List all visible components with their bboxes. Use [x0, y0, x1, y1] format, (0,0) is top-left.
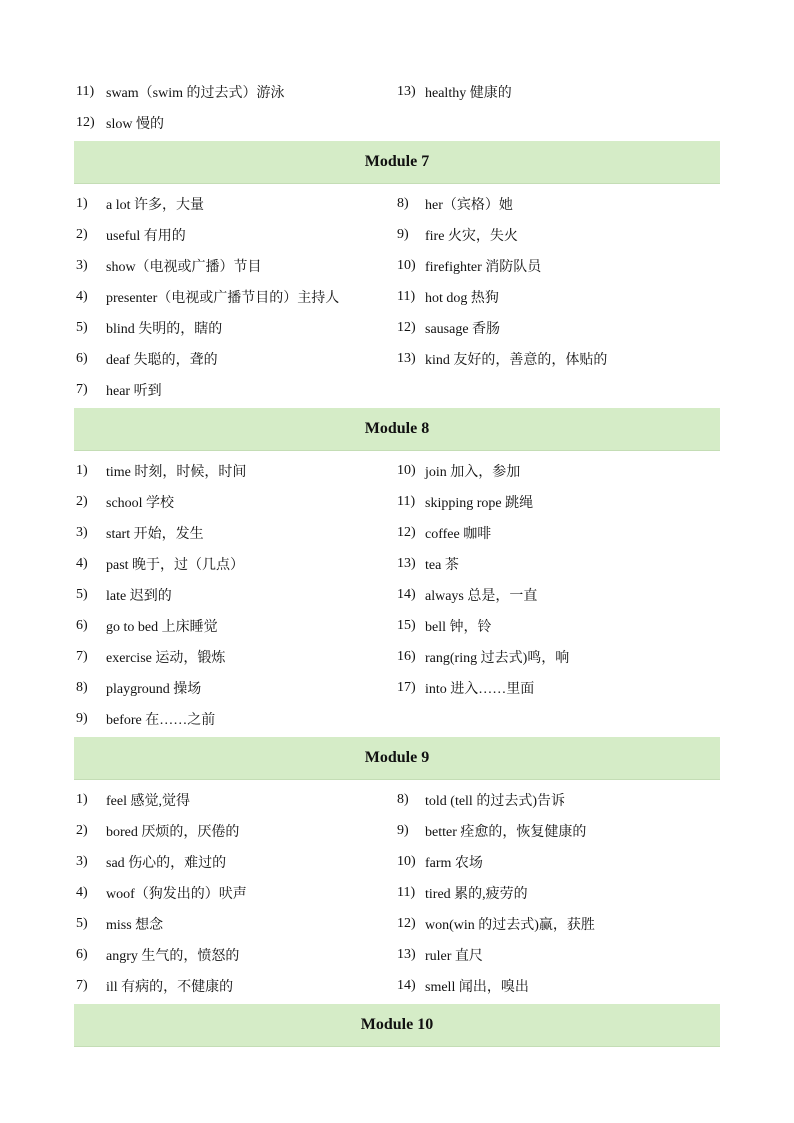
vocab-row	[74, 219, 720, 250]
vocab-item	[395, 349, 720, 369]
vocab-item	[74, 225, 395, 245]
item-text: firefighter 消防队员	[425, 259, 542, 275]
item-number: 3)	[76, 257, 88, 273]
item-number: 5)	[76, 319, 88, 335]
vocab-item	[74, 678, 395, 698]
item-text: hot dog 热狗	[425, 290, 499, 306]
item-number: 3)	[76, 853, 88, 869]
vocab-row	[74, 610, 720, 641]
vocab-row	[74, 455, 720, 486]
vocab-row	[74, 76, 720, 107]
item-number: 11)	[76, 83, 95, 99]
item-text: late 迟到的	[106, 588, 172, 604]
item-number: 13)	[397, 946, 416, 962]
item-number: 11)	[397, 884, 416, 900]
vocab-item	[74, 914, 395, 934]
item-number: 8)	[76, 679, 88, 695]
vocab-row	[74, 374, 720, 405]
module-heading: Module 10	[74, 1004, 720, 1047]
item-number: 7)	[76, 977, 88, 993]
vocab-item	[74, 523, 395, 543]
item-number: 11)	[397, 493, 416, 509]
vocab-item	[74, 883, 395, 903]
vocab-item	[395, 82, 720, 102]
item-text: exercise 运动，锻炼	[106, 650, 226, 666]
vocab-item	[395, 647, 720, 667]
item-number: 13)	[397, 83, 416, 99]
item-text: told (tell 的过去式)告诉	[425, 793, 565, 809]
item-number: 4)	[76, 884, 88, 900]
vocab-item	[74, 647, 395, 667]
vocab-row	[74, 939, 720, 970]
item-number: 14)	[397, 977, 416, 993]
module-heading: Module 9	[74, 737, 720, 780]
item-number: 2)	[76, 822, 88, 838]
vocab-item	[395, 883, 720, 903]
item-number: 12)	[397, 524, 416, 540]
vocab-item	[395, 945, 720, 965]
vocab-item	[74, 349, 395, 369]
item-number: 16)	[397, 648, 416, 664]
vocab-row	[74, 908, 720, 939]
item-number: 6)	[76, 350, 88, 366]
item-number: 1)	[76, 791, 88, 807]
vocab-item	[395, 790, 720, 810]
item-text: go to bed 上床睡觉	[106, 619, 218, 635]
vocab-row	[74, 343, 720, 374]
item-number: 15)	[397, 617, 416, 633]
item-text: feel 感觉,觉得	[106, 793, 190, 809]
item-text: skipping rope 跳绳	[425, 495, 534, 511]
item-text: fire 火灾，失火	[425, 228, 518, 244]
item-number: 9)	[76, 710, 88, 726]
item-number: 8)	[397, 791, 409, 807]
item-text: a lot 许多，大量	[106, 197, 204, 213]
vocab-row	[74, 641, 720, 672]
item-text: time 时刻，时候，时间	[106, 464, 247, 480]
vocab-item	[395, 852, 720, 872]
item-number: 4)	[76, 288, 88, 304]
item-text: won(win 的过去式)赢，获胜	[425, 917, 595, 933]
vocab-item	[395, 318, 720, 338]
vocab-item	[395, 585, 720, 605]
vocab-item	[395, 492, 720, 512]
item-number: 7)	[76, 648, 88, 664]
vocab-row	[74, 281, 720, 312]
vocab-row	[74, 703, 720, 734]
module-heading: Module 8	[74, 408, 720, 451]
item-number: 17)	[397, 679, 416, 695]
item-number: 10)	[397, 462, 416, 478]
item-text: sad 伤心的，难过的	[106, 855, 227, 871]
item-text: rang(ring 过去式)鸣，响	[425, 650, 570, 666]
item-text: useful 有用的	[106, 228, 186, 244]
item-text: blind 失明的，瞎的	[106, 321, 223, 337]
item-text: playground 操场	[106, 681, 202, 697]
item-number: 3)	[76, 524, 88, 540]
item-number: 13)	[397, 350, 416, 366]
vocab-item	[74, 709, 395, 729]
item-text: bell 钟，铃	[425, 619, 492, 635]
vocab-row	[74, 517, 720, 548]
vocab-item	[74, 318, 395, 338]
vocab-item	[74, 113, 395, 133]
item-number: 2)	[76, 493, 88, 509]
vocab-item	[74, 616, 395, 636]
vocab-row	[74, 188, 720, 219]
vocab-item	[74, 790, 395, 810]
item-text: into 进入……里面	[425, 681, 535, 697]
item-text: hear 听到	[106, 383, 162, 399]
vocab-row	[74, 970, 720, 1001]
vocab-item	[74, 585, 395, 605]
item-text: school 学校	[106, 495, 175, 511]
item-text: sausage 香肠	[425, 321, 501, 337]
vocab-row	[74, 877, 720, 908]
vocab-row	[74, 250, 720, 281]
vocab-row	[74, 486, 720, 517]
module-heading: Module 7	[74, 141, 720, 184]
item-number: 8)	[397, 195, 409, 211]
vocab-item	[74, 287, 395, 307]
vocab-item	[395, 976, 720, 996]
item-text: her（宾格）她	[425, 197, 513, 213]
vocab-item	[395, 256, 720, 276]
item-text: kind 友好的，善意的，体贴的	[425, 352, 608, 368]
vocab-row	[74, 784, 720, 815]
item-number: 1)	[76, 462, 88, 478]
vocab-row	[74, 846, 720, 877]
vocab-item	[395, 523, 720, 543]
item-number: 9)	[397, 226, 409, 242]
item-number: 12)	[397, 915, 416, 931]
vocab-row	[74, 107, 720, 138]
item-number: 6)	[76, 617, 88, 633]
vocab-item	[395, 194, 720, 214]
item-text: better 痊愈的，恢复健康的	[425, 824, 587, 840]
vocab-item	[395, 616, 720, 636]
item-text: swam（swim 的过去式）游泳	[106, 85, 285, 101]
item-number: 2)	[76, 226, 88, 242]
vocab-row	[74, 312, 720, 343]
vocab-item	[74, 976, 395, 996]
item-text: coffee 咖啡	[425, 526, 492, 542]
item-text: deaf 失聪的，聋的	[106, 352, 218, 368]
item-number: 9)	[397, 822, 409, 838]
item-text: bored 厌烦的，厌倦的	[106, 824, 240, 840]
item-number: 1)	[76, 195, 88, 211]
item-text: before 在……之前	[106, 712, 216, 728]
item-number: 7)	[76, 381, 88, 397]
vocab-item	[395, 678, 720, 698]
item-text: angry 生气的，愤怒的	[106, 948, 240, 964]
item-text: healthy 健康的	[425, 85, 512, 101]
vocab-row	[74, 815, 720, 846]
item-text: join 加入，参加	[425, 464, 521, 480]
vocab-row	[74, 548, 720, 579]
item-text: tea 茶	[425, 557, 459, 573]
item-number: 4)	[76, 555, 88, 571]
vocab-row	[74, 672, 720, 703]
item-number: 5)	[76, 586, 88, 602]
item-text: slow 慢的	[106, 116, 164, 132]
item-number: 5)	[76, 915, 88, 931]
item-text: farm 农场	[425, 855, 483, 871]
item-number: 10)	[397, 853, 416, 869]
item-text: presenter（电视或广播节目的）主持人	[106, 290, 340, 306]
item-text: miss 想念	[106, 917, 164, 933]
item-text: start 开始，发生	[106, 526, 204, 542]
vocab-item	[74, 380, 395, 400]
vocab-item	[74, 492, 395, 512]
item-number: 14)	[397, 586, 416, 602]
vocab-item	[74, 821, 395, 841]
vocab-item	[395, 225, 720, 245]
vocab-item	[74, 852, 395, 872]
vocab-item	[74, 194, 395, 214]
item-text: ruler 直尺	[425, 948, 483, 964]
item-text: smell 闻出，嗅出	[425, 979, 529, 995]
item-number: 11)	[397, 288, 416, 304]
vocab-item	[74, 256, 395, 276]
vocab-item	[395, 287, 720, 307]
item-text: ill 有病的，不健康的	[106, 979, 234, 995]
vocab-item	[74, 461, 395, 481]
item-text: woof（狗发出的）吠声	[106, 886, 247, 902]
vocab-item	[74, 82, 395, 102]
item-number: 10)	[397, 257, 416, 273]
vocab-item	[395, 821, 720, 841]
item-text: always 总是，一直	[425, 588, 538, 604]
item-text: tired 累的,疲劳的	[425, 886, 528, 902]
item-text: show（电视或广播）节目	[106, 259, 262, 275]
vocab-item	[395, 461, 720, 481]
item-number: 12)	[397, 319, 416, 335]
item-number: 12)	[76, 114, 95, 130]
vocabulary-page	[74, 76, 720, 1051]
vocab-item	[74, 554, 395, 574]
item-text: past 晚于，过（几点）	[106, 557, 245, 573]
item-number: 13)	[397, 555, 416, 571]
vocab-item	[395, 914, 720, 934]
vocab-item	[395, 554, 720, 574]
item-number: 6)	[76, 946, 88, 962]
vocab-item	[74, 945, 395, 965]
vocab-row	[74, 579, 720, 610]
